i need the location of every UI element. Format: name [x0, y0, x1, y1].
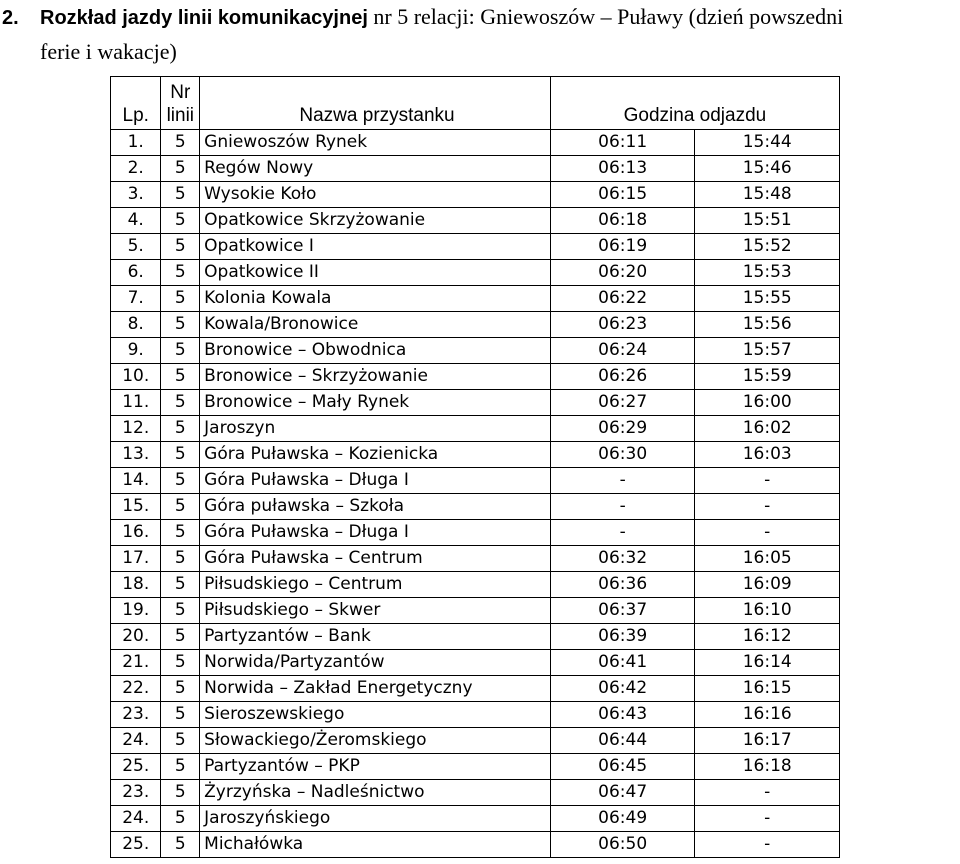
- row-stop-name-cell: Sieroszewskiego: [200, 702, 551, 728]
- row-afternoon-time-cell: 16:09: [695, 572, 840, 598]
- row-lp-cell: 23.: [111, 702, 161, 728]
- row-lp-cell: 22.: [111, 676, 161, 702]
- table-row: [111, 520, 840, 546]
- table-row: [111, 468, 840, 494]
- row-afternoon-time-cell: -: [695, 468, 840, 494]
- row-stop-name-cell: Słowackiego/Żeromskiego: [200, 728, 551, 754]
- row-lp-cell: 20.: [111, 624, 161, 650]
- row-lp-cell: 24.: [111, 806, 161, 832]
- row-afternoon-time-cell: 15:51: [695, 208, 840, 234]
- table-row: [111, 598, 840, 624]
- row-afternoon-time-cell: -: [695, 806, 840, 832]
- row-line-number-cell: 5: [161, 208, 200, 234]
- row-line-number-cell: 5: [161, 442, 200, 468]
- row-line-number-cell: 5: [161, 572, 200, 598]
- row-line-number-cell: 5: [161, 624, 200, 650]
- row-morning-time-cell: 06:11: [550, 130, 695, 156]
- header-line-number: [161, 77, 200, 130]
- row-afternoon-time-cell: -: [695, 494, 840, 520]
- row-morning-time-cell: 06:30: [550, 442, 695, 468]
- row-lp-cell: 12.: [111, 416, 161, 442]
- row-afternoon-time-cell: -: [695, 780, 840, 806]
- row-lp-cell: 14.: [111, 468, 161, 494]
- row-lp-cell: 7.: [111, 286, 161, 312]
- row-line-number-cell: 5: [161, 182, 200, 208]
- row-afternoon-time-cell: 15:59: [695, 364, 840, 390]
- timetable-body: [111, 130, 840, 858]
- row-stop-name-cell: Opatkowice Skrzyżowanie: [200, 208, 551, 234]
- section-number: 2.: [2, 7, 19, 29]
- table-row: [111, 806, 840, 832]
- heading-line-2: ferie i wakacje): [40, 39, 177, 64]
- row-morning-time-cell: 06:36: [550, 572, 695, 598]
- row-lp-cell: 3.: [111, 182, 161, 208]
- header-lp: Lp.: [111, 77, 161, 130]
- row-afternoon-time-cell: 15:52: [695, 234, 840, 260]
- row-afternoon-time-cell: 15:46: [695, 156, 840, 182]
- table-row: [111, 650, 840, 676]
- row-morning-time-cell: 06:18: [550, 208, 695, 234]
- row-stop-name-cell: Kowala/Bronowice: [200, 312, 551, 338]
- row-afternoon-time-cell: 15:56: [695, 312, 840, 338]
- row-line-number-cell: 5: [161, 286, 200, 312]
- row-afternoon-time-cell: 16:03: [695, 442, 840, 468]
- row-line-number-cell: 5: [161, 260, 200, 286]
- table-row: [111, 130, 840, 156]
- row-line-number-cell: 5: [161, 520, 200, 546]
- timetable: [110, 76, 840, 858]
- row-stop-name-cell: Bronowice – Skrzyżowanie: [200, 364, 551, 390]
- row-line-number-cell: 5: [161, 650, 200, 676]
- row-morning-time-cell: 06:41: [550, 650, 695, 676]
- row-lp-cell: 11.: [111, 390, 161, 416]
- row-stop-name-cell: Góra Puławska – Długa I: [200, 520, 551, 546]
- row-morning-time-cell: 06:23: [550, 312, 695, 338]
- row-stop-name-cell: Regów Nowy: [200, 156, 551, 182]
- table-row: [111, 546, 840, 572]
- row-morning-time-cell: 06:15: [550, 182, 695, 208]
- table-row: [111, 728, 840, 754]
- row-line-number-cell: 5: [161, 546, 200, 572]
- table-row: [111, 260, 840, 286]
- header-row: [111, 77, 840, 130]
- row-afternoon-time-cell: 16:14: [695, 650, 840, 676]
- row-lp-cell: 13.: [111, 442, 161, 468]
- row-line-number-cell: 5: [161, 130, 200, 156]
- row-morning-time-cell: 06:26: [550, 364, 695, 390]
- row-afternoon-time-cell: 16:05: [695, 546, 840, 572]
- row-line-number-cell: 5: [161, 338, 200, 364]
- row-lp-cell: 24.: [111, 728, 161, 754]
- row-afternoon-time-cell: 15:48: [695, 182, 840, 208]
- row-morning-time-cell: 06:44: [550, 728, 695, 754]
- row-afternoon-time-cell: 16:02: [695, 416, 840, 442]
- table-row: [111, 572, 840, 598]
- row-stop-name-cell: Michałówka: [200, 832, 551, 858]
- row-lp-cell: 23.: [111, 780, 161, 806]
- table-row: [111, 182, 840, 208]
- header-nr-line2: linii: [166, 105, 195, 126]
- row-lp-cell: 25.: [111, 832, 161, 858]
- row-lp-cell: 25.: [111, 754, 161, 780]
- row-morning-time-cell: 06:27: [550, 390, 695, 416]
- row-afternoon-time-cell: -: [695, 520, 840, 546]
- table-row: [111, 702, 840, 728]
- heading-bold-text: Rozkład jazdy linii komunikacyjnej: [40, 7, 368, 29]
- row-stop-name-cell: Góra puławska – Szkoła: [200, 494, 551, 520]
- row-morning-time-cell: 06:37: [550, 598, 695, 624]
- table-row: [111, 286, 840, 312]
- table-row: [111, 624, 840, 650]
- row-afternoon-time-cell: 15:53: [695, 260, 840, 286]
- row-stop-name-cell: Piłsudskiego – Skwer: [200, 598, 551, 624]
- row-morning-time-cell: 06:47: [550, 780, 695, 806]
- table-row: [111, 208, 840, 234]
- table-row: [111, 832, 840, 858]
- table-row: [111, 494, 840, 520]
- row-afternoon-time-cell: 15:57: [695, 338, 840, 364]
- row-afternoon-time-cell: 16:00: [695, 390, 840, 416]
- row-lp-cell: 18.: [111, 572, 161, 598]
- row-line-number-cell: 5: [161, 312, 200, 338]
- row-stop-name-cell: Partyzantów – Bank: [200, 624, 551, 650]
- row-lp-cell: 6.: [111, 260, 161, 286]
- row-morning-time-cell: 06:39: [550, 624, 695, 650]
- row-line-number-cell: 5: [161, 468, 200, 494]
- row-morning-time-cell: 06:50: [550, 832, 695, 858]
- row-stop-name-cell: Partyzantów – PKP: [200, 754, 551, 780]
- row-morning-time-cell: 06:29: [550, 416, 695, 442]
- table-row: [111, 390, 840, 416]
- row-afternoon-time-cell: 16:16: [695, 702, 840, 728]
- row-morning-time-cell: -: [550, 468, 695, 494]
- row-line-number-cell: 5: [161, 364, 200, 390]
- row-line-number-cell: 5: [161, 390, 200, 416]
- row-line-number-cell: 5: [161, 598, 200, 624]
- row-line-number-cell: 5: [161, 832, 200, 858]
- row-lp-cell: 8.: [111, 312, 161, 338]
- row-afternoon-time-cell: 15:44: [695, 130, 840, 156]
- row-stop-name-cell: Kolonia Kowala: [200, 286, 551, 312]
- table-row: [111, 156, 840, 182]
- row-morning-time-cell: -: [550, 520, 695, 546]
- row-afternoon-time-cell: 16:18: [695, 754, 840, 780]
- table-row: [111, 442, 840, 468]
- table-row: [111, 364, 840, 390]
- row-line-number-cell: 5: [161, 234, 200, 260]
- row-stop-name-cell: Piłsudskiego – Centrum: [200, 572, 551, 598]
- row-stop-name-cell: Żyrzyńska – Nadleśnictwo: [200, 780, 551, 806]
- row-morning-time-cell: 06:20: [550, 260, 695, 286]
- row-stop-name-cell: Bronowice – Obwodnica: [200, 338, 551, 364]
- row-lp-cell: 17.: [111, 546, 161, 572]
- row-stop-name-cell: Góra Puławska – Kozienicka: [200, 442, 551, 468]
- row-stop-name-cell: Opatkowice I: [200, 234, 551, 260]
- row-lp-cell: 15.: [111, 494, 161, 520]
- row-afternoon-time-cell: -: [695, 832, 840, 858]
- row-afternoon-time-cell: 15:55: [695, 286, 840, 312]
- row-lp-cell: 10.: [111, 364, 161, 390]
- table-row: [111, 754, 840, 780]
- row-stop-name-cell: Gniewoszów Rynek: [200, 130, 551, 156]
- table-row: [111, 416, 840, 442]
- row-stop-name-cell: Bronowice – Mały Rynek: [200, 390, 551, 416]
- row-stop-name-cell: Góra Puławska – Centrum: [200, 546, 551, 572]
- table-row: [111, 312, 840, 338]
- row-morning-time-cell: 06:22: [550, 286, 695, 312]
- row-morning-time-cell: 06:45: [550, 754, 695, 780]
- row-morning-time-cell: 06:42: [550, 676, 695, 702]
- row-stop-name-cell: Jaroszyn: [200, 416, 551, 442]
- row-morning-time-cell: 06:32: [550, 546, 695, 572]
- row-line-number-cell: 5: [161, 754, 200, 780]
- row-lp-cell: 9.: [111, 338, 161, 364]
- row-line-number-cell: 5: [161, 494, 200, 520]
- header-stop-name: Nazwa przystanku: [200, 77, 551, 130]
- row-lp-cell: 1.: [111, 130, 161, 156]
- table-row: [111, 676, 840, 702]
- row-afternoon-time-cell: 16:10: [695, 598, 840, 624]
- row-afternoon-time-cell: 16:17: [695, 728, 840, 754]
- heading-line-1: [0, 0, 960, 35]
- row-line-number-cell: 5: [161, 702, 200, 728]
- header-nr-line1: Nr: [170, 82, 191, 103]
- row-lp-cell: 21.: [111, 650, 161, 676]
- row-line-number-cell: 5: [161, 676, 200, 702]
- header-departure-time: Godzina odjazdu: [550, 77, 839, 130]
- row-stop-name-cell: Góra Puławska – Długa I: [200, 468, 551, 494]
- row-stop-name-cell: Opatkowice II: [200, 260, 551, 286]
- row-line-number-cell: 5: [161, 806, 200, 832]
- row-stop-name-cell: Wysokie Koło: [200, 182, 551, 208]
- row-line-number-cell: 5: [161, 728, 200, 754]
- row-lp-cell: 19.: [111, 598, 161, 624]
- row-line-number-cell: 5: [161, 780, 200, 806]
- table-row: [111, 234, 840, 260]
- table-row: [111, 338, 840, 364]
- row-morning-time-cell: 06:24: [550, 338, 695, 364]
- row-lp-cell: 4.: [111, 208, 161, 234]
- row-lp-cell: 5.: [111, 234, 161, 260]
- row-stop-name-cell: Norwida/Partyzantów: [200, 650, 551, 676]
- section-heading: [0, 0, 960, 69]
- row-morning-time-cell: 06:49: [550, 806, 695, 832]
- row-morning-time-cell: -: [550, 494, 695, 520]
- row-morning-time-cell: 06:13: [550, 156, 695, 182]
- row-morning-time-cell: 06:43: [550, 702, 695, 728]
- row-afternoon-time-cell: 16:12: [695, 624, 840, 650]
- row-stop-name-cell: Norwida – Zakład Energetyczny: [200, 676, 551, 702]
- row-lp-cell: 2.: [111, 156, 161, 182]
- row-morning-time-cell: 06:19: [550, 234, 695, 260]
- heading-rest-text: nr 5 relacji: Gniewoszów – Puławy (dzień powszedni: [367, 4, 844, 29]
- row-afternoon-time-cell: 16:15: [695, 676, 840, 702]
- row-line-number-cell: 5: [161, 156, 200, 182]
- row-line-number-cell: 5: [161, 416, 200, 442]
- table-row: [111, 780, 840, 806]
- row-stop-name-cell: Jaroszyńskiego: [200, 806, 551, 832]
- row-lp-cell: 16.: [111, 520, 161, 546]
